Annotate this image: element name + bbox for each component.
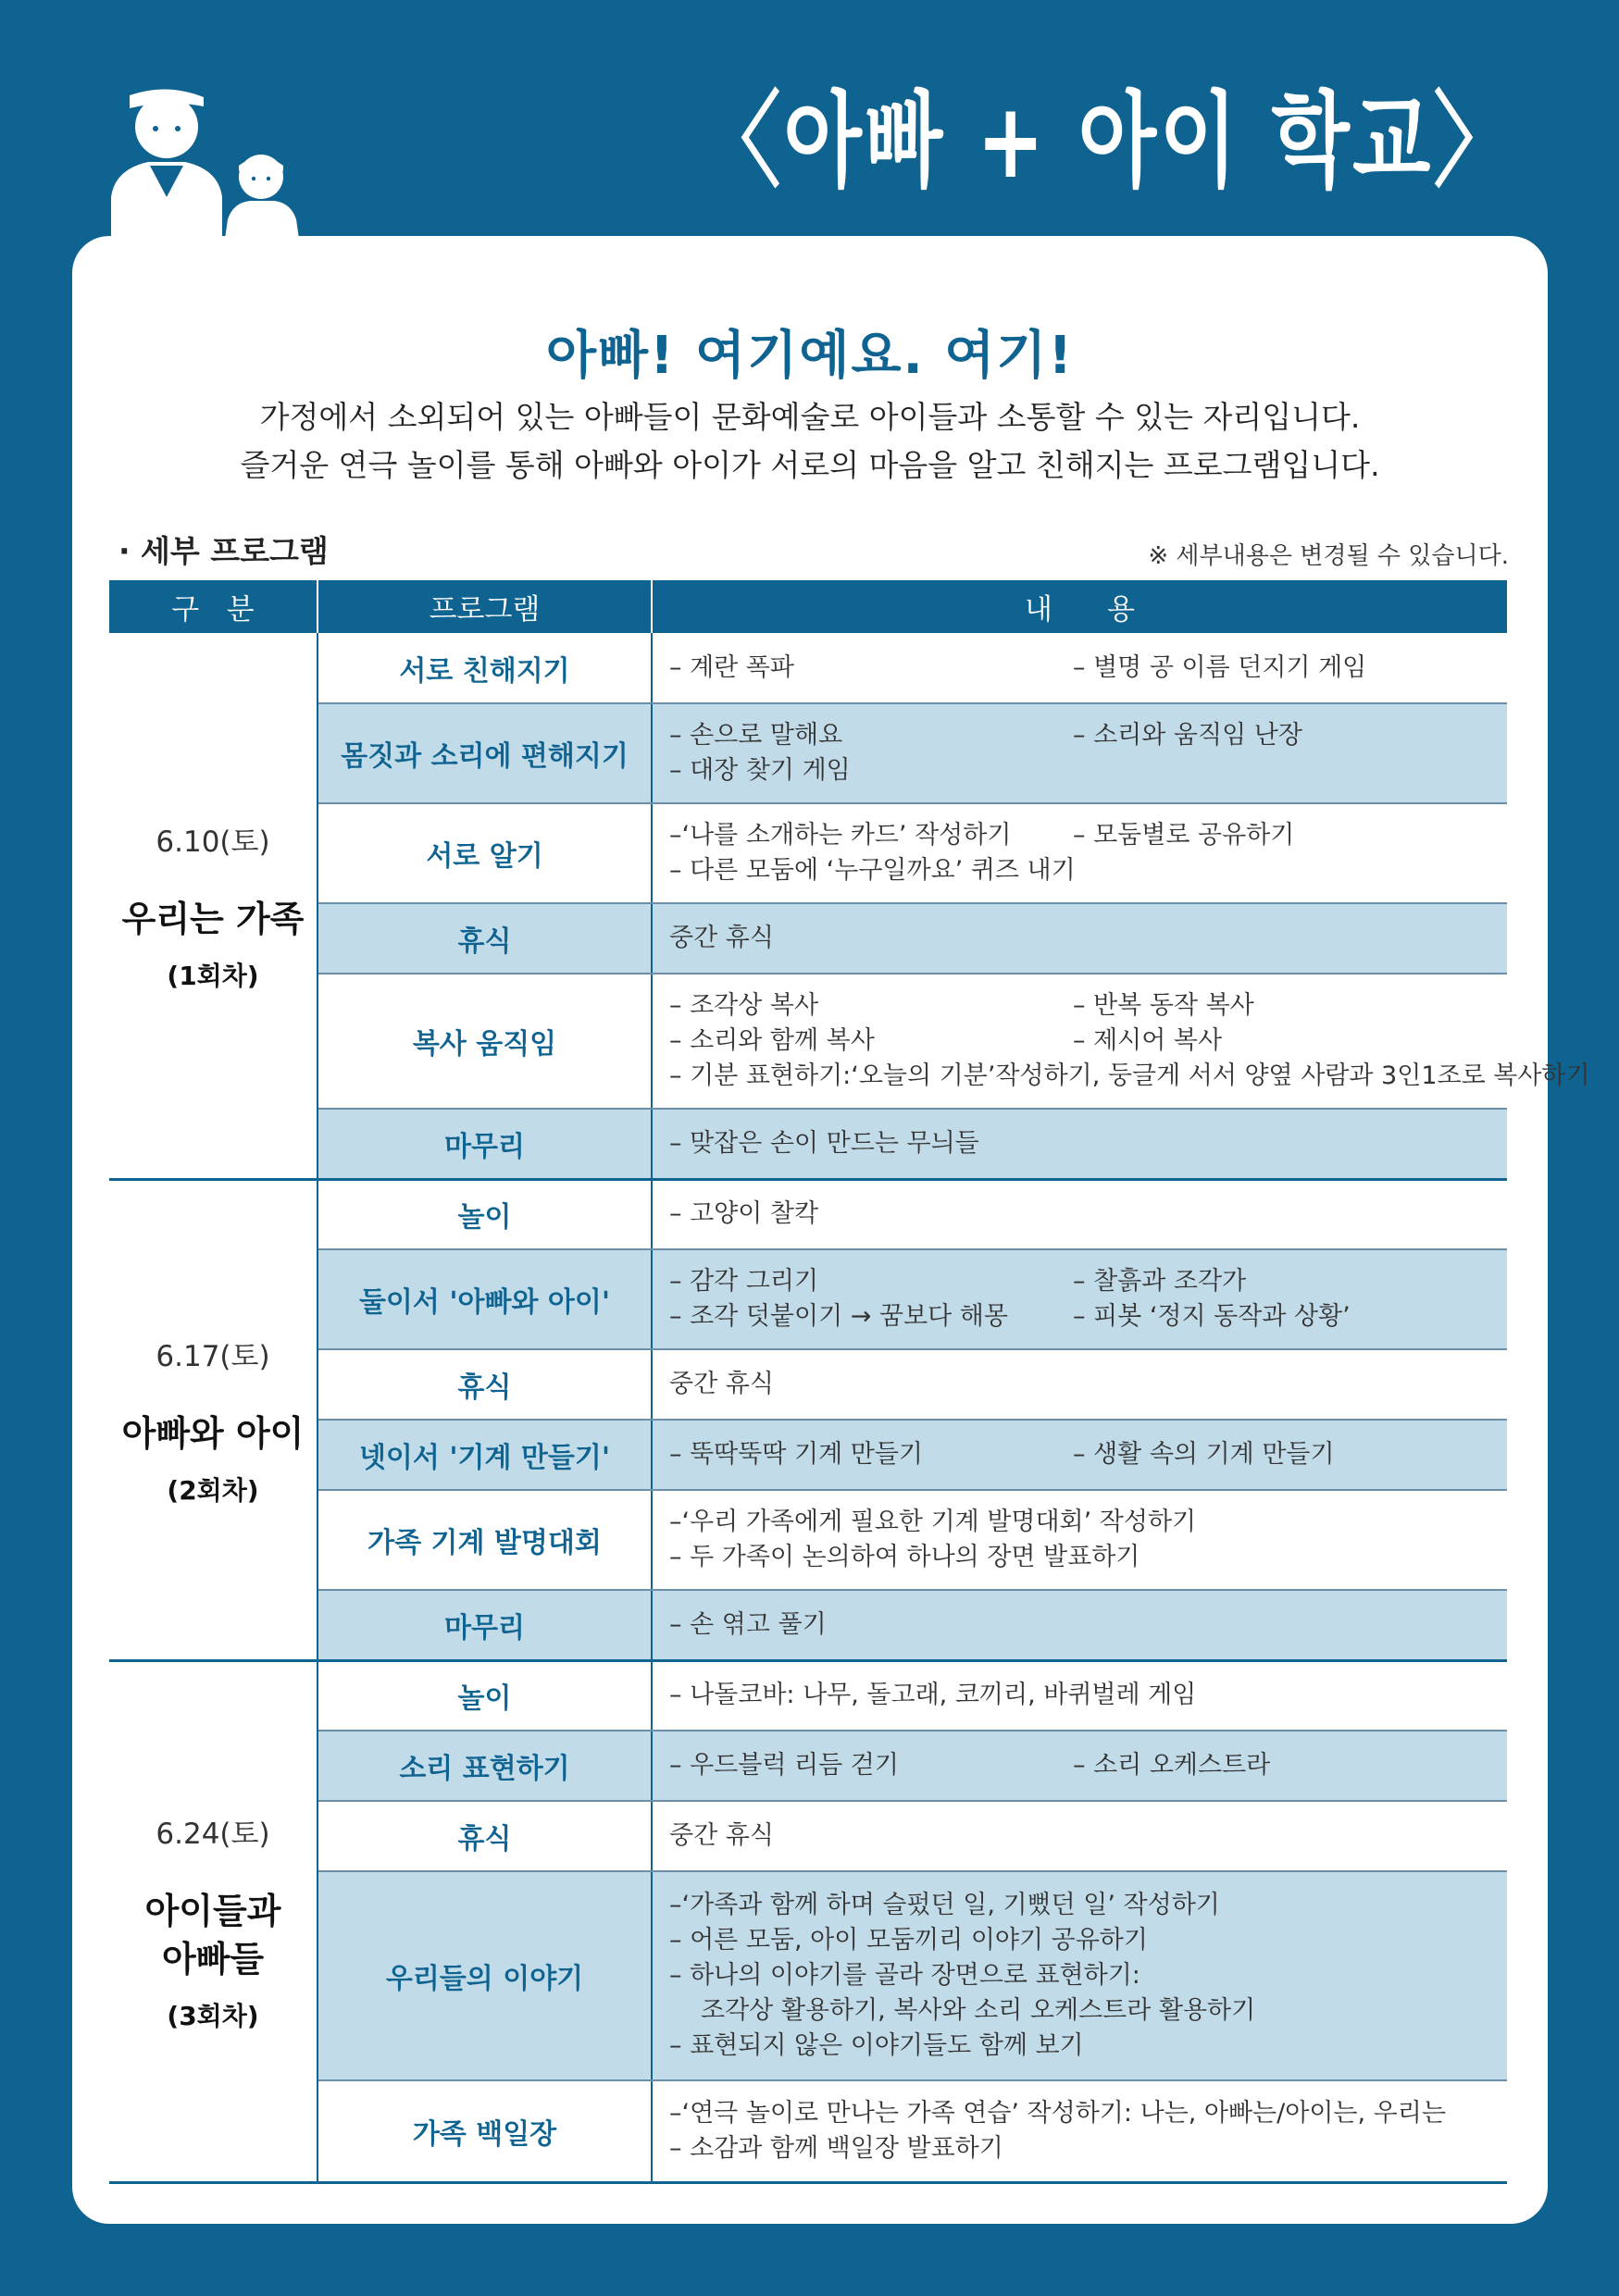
program-schedule-table (109, 580, 1590, 2184)
session-round: (3회차) (167, 2000, 259, 2031)
header-content: 내 용 (652, 580, 1507, 633)
session-round: (2회차) (167, 1474, 259, 1506)
program-content (652, 1731, 1507, 1801)
content-line (669, 1367, 1490, 1402)
content-item: – 소리 오케스트라 (1073, 1751, 1271, 1780)
program-content (652, 1590, 1507, 1660)
session-name-line-1: 아이들과 (144, 1890, 281, 1931)
program-content (652, 703, 1507, 803)
program-name: 휴식 (318, 903, 652, 974)
content-line (669, 1607, 1490, 1643)
table-row (109, 1349, 1507, 1420)
program-content (652, 903, 1507, 974)
program-name: 우리들의 이야기 (318, 1871, 652, 2080)
content-item: –‘우리 가족에게 필요한 기계 발명대회’ 작성하기 (669, 1508, 1197, 1536)
content-line (669, 2131, 1490, 2166)
program-name: 둘이서 '아빠와 아이' (318, 1249, 652, 1349)
content-item: – 조각 덧붙이기 → 꿈보다 해몽 (669, 1302, 1008, 1331)
table-row (109, 1420, 1507, 1490)
content-item: – 손으로 말해요 (669, 721, 843, 750)
session-name-line-2: 아빠들 (161, 1938, 265, 1980)
table-row (109, 1179, 1507, 1249)
session-name: 우리는 가족 (121, 898, 305, 939)
session-cell (109, 633, 318, 1179)
content-line (669, 753, 1490, 788)
section-title: · 세부 프로그램 (118, 533, 329, 569)
session-date: 6.17(토) (156, 1339, 270, 1373)
program-name: 휴식 (318, 1801, 652, 1871)
content-line (669, 1678, 1490, 1713)
content-item: 중간 휴식 (669, 1821, 774, 1850)
program-content (652, 633, 1507, 703)
table-row (109, 1731, 1507, 1801)
session-name: 아빠와 아이 (121, 1412, 305, 1454)
content-item: – 다른 모둠에 ‘누구일까요’ 퀴즈 내기 (669, 856, 1076, 885)
content-item: – 손 엮고 풀기 (669, 1609, 827, 1639)
content-item: –‘나를 소개하는 카드’ 작성하기 (669, 821, 1012, 850)
session-date: 6.24(토) (156, 1817, 270, 1851)
content-item: – 하나의 이야기를 골라 장면으로 표현하기: (669, 1961, 1140, 1990)
content-line (669, 988, 1490, 1024)
content-item: – 나돌코바: 나무, 돌고래, 코끼리, 바퀴벌레 게임 (669, 1681, 1197, 1710)
program-content (652, 1801, 1507, 1871)
program-content (652, 1871, 1507, 2080)
table-row (109, 1660, 1507, 1731)
intro-text (72, 393, 1548, 490)
program-name: 놀이 (318, 1179, 652, 1249)
table-header-row (109, 580, 1507, 633)
program-content (652, 1179, 1507, 1249)
program-content (652, 803, 1507, 903)
content-item: – 맞잡은 손이 만드는 무늬들 (669, 1128, 979, 1158)
content-item: – 어른 모둠, 아이 모둠끼리 이야기 공유하기 (669, 1926, 1148, 1955)
table-row (109, 1109, 1507, 1179)
content-item: – 반복 동작 복사 (1073, 991, 1254, 1020)
content-item: –‘가족과 함께 하며 슬펐던 일, 기뻤던 일’ 작성하기 (669, 1891, 1220, 1919)
header-category: 구 분 (109, 580, 318, 633)
intro-line-1: 가정에서 소외되어 있는 아빠들이 문화예술로 아이들과 소통할 수 있는 자리입니다. (259, 399, 1361, 435)
content-item: – 소리와 움직임 난장 (1073, 721, 1302, 750)
program-name: 휴식 (318, 1349, 652, 1420)
program-content (652, 2080, 1507, 2182)
content-line (669, 2096, 1490, 2131)
content-line (669, 651, 1490, 686)
content-item: –‘연극 놀이로 만나는 가족 연습’ 작성하기: 나는, 아빠는/아이는, 우리는 (669, 2098, 1446, 2128)
content-item: – 기분 표현하기:‘오늘의 기분’작성하기, 둥글게 서서 양옆 사람과 3인1조로 복사하기 (669, 1061, 1590, 1090)
program-content (652, 1660, 1507, 1731)
program-name: 넷이서 '기계 만들기' (318, 1420, 652, 1490)
intro-line-2: 즐거운 연극 놀이를 통해 아빠와 아이가 서로의 마음을 알고 친해지는 프로그램입니다. (240, 447, 1380, 483)
content-line (669, 921, 1490, 956)
table-row (109, 703, 1507, 803)
table-row (109, 633, 1507, 703)
table-row (109, 1871, 1507, 2080)
content-item: – 피봇 ‘정지 동작과 상황’ (1073, 1302, 1351, 1331)
content-card (72, 236, 1590, 2224)
content-line (669, 1437, 1490, 1472)
table-row (109, 1490, 1507, 1590)
content-line (669, 1264, 1490, 1299)
content-line (669, 1197, 1490, 1232)
program-name: 서로 친해지기 (318, 633, 652, 703)
content-item: – 감각 그리기 (669, 1267, 819, 1296)
session-round: (1회차) (167, 960, 259, 991)
poster-title: 〈아빠 + 아이 학교〉 (700, 81, 1517, 202)
program-content (652, 974, 1590, 1109)
content-item: – 모둠별로 공유하기 (1073, 821, 1295, 850)
content-item: – 뚝딱뚝딱 기계 만들기 (669, 1440, 923, 1469)
father-child-illustration (102, 88, 315, 245)
content-item: – 고양이 찰칵 (669, 1199, 819, 1229)
content-line (669, 1299, 1490, 1334)
program-name: 몸짓과 소리에 편해지기 (318, 703, 652, 803)
table-row (109, 803, 1507, 903)
table-body (109, 633, 1590, 2182)
program-content (652, 1490, 1507, 1590)
table-row (109, 1590, 1507, 1660)
program-name: 가족 기계 발명대회 (318, 1490, 652, 1590)
content-item: – 소리와 함께 복사 (669, 1026, 875, 1055)
content-line (669, 1993, 1490, 2029)
content-line (669, 1505, 1490, 1540)
program-name: 마무리 (318, 1590, 652, 1660)
content-item: – 대장 찾기 게임 (669, 756, 851, 785)
session-cell (109, 1179, 318, 1660)
session-cell (109, 1660, 318, 2182)
table-row (109, 1801, 1507, 1871)
content-item: – 표현되지 않은 이야기들도 함께 보기 (669, 2031, 1084, 2060)
content-line (669, 853, 1490, 888)
content-item: – 생활 속의 기계 만들기 (1073, 1440, 1335, 1469)
session-date: 6.10(토) (156, 825, 270, 859)
program-name: 소리 표현하기 (318, 1731, 652, 1801)
content-line (669, 2029, 1490, 2064)
content-item: 조각상 활용하기, 복사와 소리 오케스트라 활용하기 (701, 1996, 1256, 2025)
table-row (109, 903, 1507, 974)
table-row (109, 1249, 1507, 1349)
content-line (669, 1958, 1490, 1993)
program-name: 복사 움직임 (318, 974, 652, 1109)
content-line (669, 1818, 1490, 1854)
table-row (109, 2080, 1507, 2182)
program-content (652, 1349, 1507, 1420)
content-item: – 찰흙과 조각가 (1073, 1267, 1247, 1296)
content-item: – 제시어 복사 (1073, 1026, 1223, 1055)
content-item: – 우드블럭 리듬 걷기 (669, 1751, 899, 1780)
content-item: – 계란 폭파 (669, 652, 794, 682)
content-item: – 별명 공 이름 던지기 게임 (1073, 652, 1367, 682)
content-line (669, 1923, 1490, 1958)
program-name: 가족 백일장 (318, 2080, 652, 2182)
content-line (669, 1059, 1590, 1094)
content-line (669, 1024, 1490, 1059)
content-item: – 조각상 복사 (669, 991, 819, 1020)
program-name: 서로 알기 (318, 803, 652, 903)
content-item: 중간 휴식 (669, 1370, 774, 1398)
content-line (669, 718, 1490, 753)
content-line (669, 818, 1490, 853)
content-line (669, 1126, 1490, 1161)
content-item: 중간 휴식 (669, 924, 774, 952)
content-item: – 두 가족이 논의하여 하나의 장면 발표하기 (669, 1543, 1140, 1571)
program-name: 마무리 (318, 1109, 652, 1179)
header-program: 프로그램 (318, 580, 652, 633)
change-notice: ※ 세부내용은 변경될 수 있습니다. (1148, 542, 1509, 570)
content-line (669, 1748, 1490, 1783)
program-content (652, 1249, 1507, 1349)
program-content (652, 1109, 1507, 1179)
subtitle: 아빠! 여기예요. 여기! (545, 326, 1075, 386)
table-row (109, 974, 1507, 1109)
program-content (652, 1420, 1507, 1490)
program-name: 놀이 (318, 1660, 652, 1731)
content-line (669, 1888, 1490, 1923)
content-line (669, 1540, 1490, 1575)
content-item: – 소감과 함께 백일장 발표하기 (669, 2133, 1003, 2163)
